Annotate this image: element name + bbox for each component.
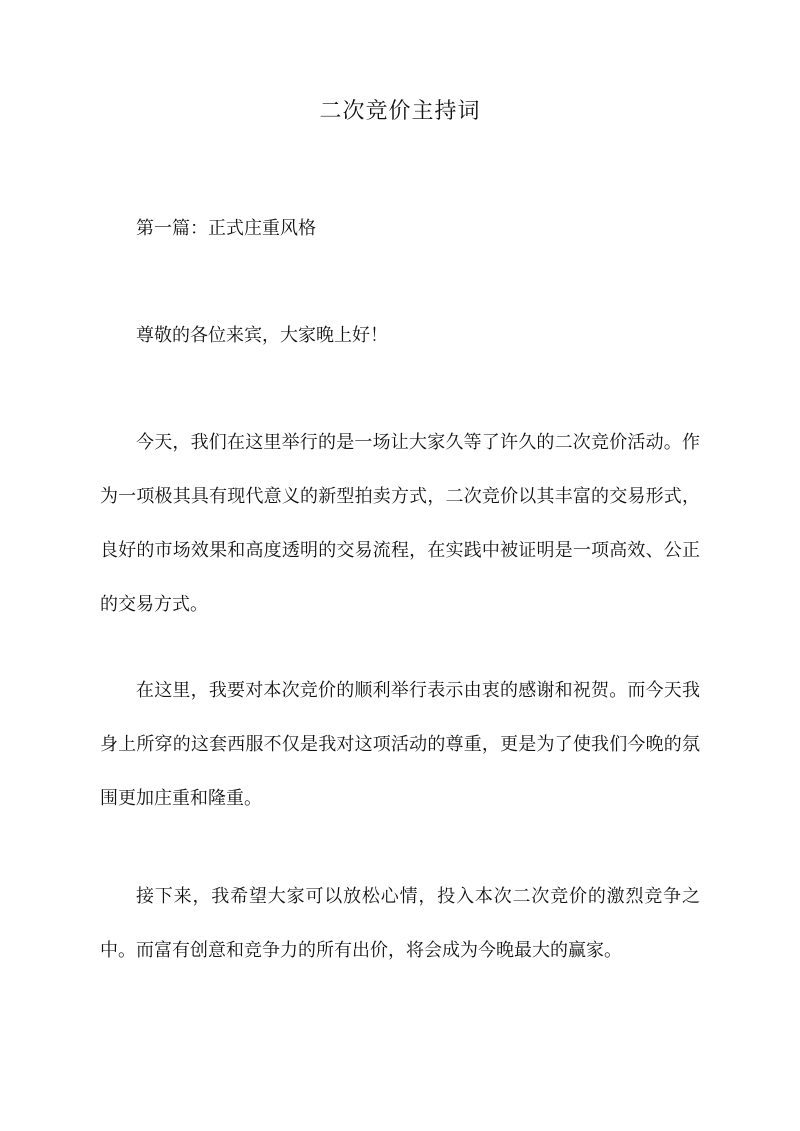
thanks-paragraph: 在这里，我要对本次竞价的顺利举行表示由衷的感谢和祝贺。而今天我身上所穿的这套西服不仅是我对这项活动的尊重，更是为了使我们今晚的氛围更加庄重和隆重。 bbox=[100, 680, 700, 809]
greeting-paragraph: 尊敬的各位来宾，大家晚上好！ bbox=[136, 325, 388, 346]
next-steps-paragraph: 接下来，我希望大家可以放松心情，投入本次二次竞价的激烈竞争之中。而富有创意和竞争力的所有出价，将会成为今晚最大的赢家。 bbox=[100, 886, 700, 961]
document-title: 二次竞价主持词 bbox=[319, 99, 481, 124]
intro-paragraph: 今天，我们在这里举行的是一场让大家久等了许久的二次竞价活动。作为一项极其具有现代意义的新型拍卖方式，二次竞价以其丰富的交易形式，良好的市场效果和高度透明的交易流程，在实践中被证明是一项高效、公正的交易方式。 bbox=[100, 432, 700, 615]
section-heading: 第一篇：正式庄重风格 bbox=[136, 218, 316, 239]
